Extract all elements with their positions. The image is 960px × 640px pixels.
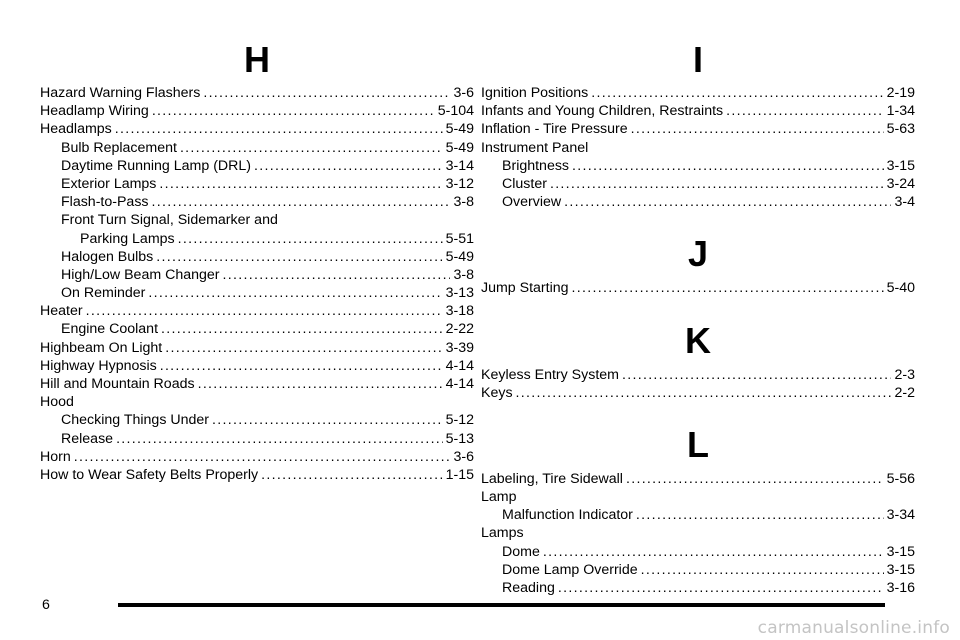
dot-leader <box>626 470 884 488</box>
dot-leader <box>223 266 451 284</box>
index-entry-term: Headlamp Wiring <box>40 103 149 120</box>
index-entry <box>481 139 915 157</box>
index-entry-page: 3-6 <box>453 85 474 101</box>
dot-leader <box>543 543 884 561</box>
dot-leader <box>165 339 442 357</box>
index-entry-term: Bulb Replacement <box>61 139 177 156</box>
dot-leader <box>558 579 884 597</box>
page-number: 6 <box>42 597 50 613</box>
index-entry <box>481 366 915 384</box>
index-entry-term: High/Low Beam Changer <box>61 266 220 283</box>
index-entry <box>40 120 474 138</box>
dot-leader <box>516 384 892 402</box>
index-entry-page: 3-4 <box>894 194 915 211</box>
index-entry-term: Labeling, Tire Sidewall <box>481 470 623 487</box>
dot-leader <box>203 84 450 102</box>
dot-leader <box>74 448 451 466</box>
index-entry <box>40 211 474 229</box>
index-entry <box>40 102 474 120</box>
index-entry-term: Ignition Positions <box>481 85 589 101</box>
dot-leader <box>261 466 442 484</box>
index-entry <box>481 384 915 402</box>
index-entry-page: 5-56 <box>886 470 915 487</box>
index-entry <box>481 120 915 138</box>
dot-leader <box>116 430 443 448</box>
index-entry <box>40 430 474 448</box>
index-letter-heading: I <box>692 39 703 80</box>
index-entry-page: 5-40 <box>886 280 915 297</box>
index-entry-term: Hood <box>40 394 74 411</box>
index-entry-page: 1-34 <box>886 103 915 120</box>
index-entry-term: Lamps <box>481 525 524 542</box>
index-entry-term: Cluster <box>502 175 547 192</box>
index-entry <box>40 248 474 266</box>
index-entry-term: Daytime Running Lamp (DRL) <box>61 157 252 174</box>
index-entry-page: 3-8 <box>453 266 474 283</box>
index-entry-page: 2-19 <box>886 85 915 101</box>
dot-leader <box>572 279 884 297</box>
index-letter-heading: K <box>685 319 711 361</box>
dot-leader <box>254 157 443 175</box>
index-letter-heading: J <box>687 233 709 275</box>
index-entry <box>40 193 474 211</box>
index-entry-page: 5-49 <box>445 248 474 265</box>
index-entry-term: On Reminder <box>61 285 146 302</box>
index-entry <box>40 320 474 338</box>
index-entry <box>40 157 474 175</box>
index-entry-page: 3-8 <box>453 194 474 211</box>
index-entry-term: Engine Coolant <box>61 321 159 338</box>
index-entry-term: Keys <box>481 384 513 401</box>
index-entry-page: 4-14 <box>445 357 474 374</box>
index-entry-term: Front Turn Signal, Sidemarker and <box>61 212 278 229</box>
index-entry-page: 3-24 <box>886 175 915 192</box>
dot-leader <box>212 411 443 429</box>
index-entry <box>481 470 915 488</box>
index-entry-page: 1-15 <box>445 466 474 483</box>
dot-leader <box>564 193 891 211</box>
index-entry-term: Flash-to-Pass <box>61 194 149 211</box>
index-column-left <box>40 40 474 484</box>
index-entry-term: Dome Lamp Override <box>502 561 638 578</box>
dot-leader <box>178 230 443 248</box>
index-entry <box>40 357 474 375</box>
index-entry-term: Lamp <box>481 489 517 506</box>
dot-leader <box>636 506 884 524</box>
index-entry <box>40 411 474 429</box>
watermark: carmanualsonline.info <box>757 618 950 638</box>
index-column-right <box>481 40 915 597</box>
index-entry <box>481 543 915 561</box>
index-entry <box>40 266 474 284</box>
index-entry <box>40 339 474 357</box>
index-entry <box>481 524 915 542</box>
index-entry <box>481 561 915 579</box>
dot-leader <box>161 320 443 338</box>
dot-leader <box>641 561 884 579</box>
index-entry <box>40 466 474 484</box>
dot-leader <box>115 120 443 138</box>
index-entry-page: 2-22 <box>445 321 474 338</box>
index-entry <box>40 139 474 157</box>
dot-leader <box>631 120 884 138</box>
index-entry <box>481 84 915 102</box>
index-entry-term: How to Wear Safety Belts Properly <box>40 466 259 483</box>
index-entry-term: Infants and Young Children, Restraints <box>481 103 724 120</box>
index-entry-page: 3-39 <box>445 339 474 356</box>
footer-rule <box>118 603 885 607</box>
index-entry-page: 3-16 <box>886 580 915 596</box>
dot-leader <box>550 175 884 193</box>
index-entry-page: 5-104 <box>437 103 474 120</box>
index-entry-page: 3-13 <box>445 285 474 302</box>
index-entry-page: 5-49 <box>445 121 474 138</box>
index-entry-page: 5-12 <box>445 412 474 429</box>
index-letter-heading: H <box>244 39 270 80</box>
index-entry-term: Headlamps <box>40 121 112 138</box>
index-entry-page: 5-63 <box>886 121 915 138</box>
index-entry <box>481 488 915 506</box>
index-entry <box>481 579 915 597</box>
dot-leader <box>160 357 443 375</box>
index-entry-term: Halogen Bulbs <box>61 248 154 265</box>
index-entry <box>40 84 474 102</box>
index-entry-term: Hill and Mountain Roads <box>40 376 195 392</box>
index-entry-term: Instrument Panel <box>481 139 589 156</box>
index-entry-page: 3-34 <box>886 507 915 524</box>
index-entry <box>481 506 915 524</box>
index-entry <box>481 175 915 193</box>
index-entry-page: 3-18 <box>445 303 474 320</box>
dot-leader <box>180 139 443 157</box>
index-entry <box>481 157 915 175</box>
index-letter-heading: L <box>687 423 709 465</box>
index-entry-page: 3-15 <box>886 561 915 578</box>
index-entry-page: 2-3 <box>894 366 915 383</box>
dot-leader <box>159 175 442 193</box>
index-entry <box>40 375 474 393</box>
index-entry-term: Jump Starting <box>481 280 569 297</box>
index-entry-page: 3-15 <box>886 543 915 560</box>
index-entry-term: Hazard Warning Flashers <box>40 85 201 101</box>
index-entry-page: 3-12 <box>445 175 474 192</box>
index-entry <box>40 302 474 320</box>
index-entry-term: Release <box>61 430 114 447</box>
index-entry-term: Reading <box>502 580 555 596</box>
index-entry-page: 5-49 <box>445 139 474 156</box>
dot-leader <box>152 193 451 211</box>
dot-leader <box>148 284 442 302</box>
index-entry-term: Highway Hypnosis <box>40 357 157 374</box>
index-entry <box>40 230 474 248</box>
index-entry-term: Horn <box>40 448 71 465</box>
index-entry-page: 3-6 <box>453 448 474 465</box>
index-entry-term: Overview <box>502 194 562 211</box>
index-entry-term: Highbeam On Light <box>40 339 163 356</box>
index-entry-term: Malfunction Indicator <box>502 507 633 524</box>
dot-leader <box>86 302 443 320</box>
dot-leader <box>572 157 884 175</box>
index-entry <box>40 448 474 466</box>
index-entry-term: Inflation - Tire Pressure <box>481 121 628 138</box>
index-entry-term: Brightness <box>502 157 570 174</box>
index-entry-term: Parking Lamps <box>80 230 175 247</box>
index-entry-term: Exterior Lamps <box>61 175 157 192</box>
index-entry-page: 3-15 <box>886 157 915 174</box>
index-entry-term: Dome <box>502 543 540 560</box>
dot-leader <box>156 248 442 266</box>
index-entry <box>481 193 915 211</box>
dot-leader <box>726 102 883 120</box>
dot-leader <box>591 84 883 102</box>
index-entry-page: 2-2 <box>894 384 915 401</box>
index-entry-page: 4-14 <box>445 376 474 392</box>
index-entry-page: 5-13 <box>445 430 474 447</box>
index-entry <box>40 284 474 302</box>
index-entry-page: 3-14 <box>445 157 474 174</box>
dot-leader <box>198 375 443 393</box>
index-entry <box>40 393 474 411</box>
index-entry-term: Heater <box>40 303 83 320</box>
index-entry-page: 5-51 <box>445 230 474 247</box>
index-entry-term: Checking Things Under <box>61 412 209 429</box>
index-entry <box>481 102 915 120</box>
dot-leader <box>152 102 435 120</box>
index-entry-term: Keyless Entry System <box>481 366 619 383</box>
dot-leader <box>622 366 892 384</box>
index-entry <box>40 175 474 193</box>
index-entry <box>481 279 915 297</box>
